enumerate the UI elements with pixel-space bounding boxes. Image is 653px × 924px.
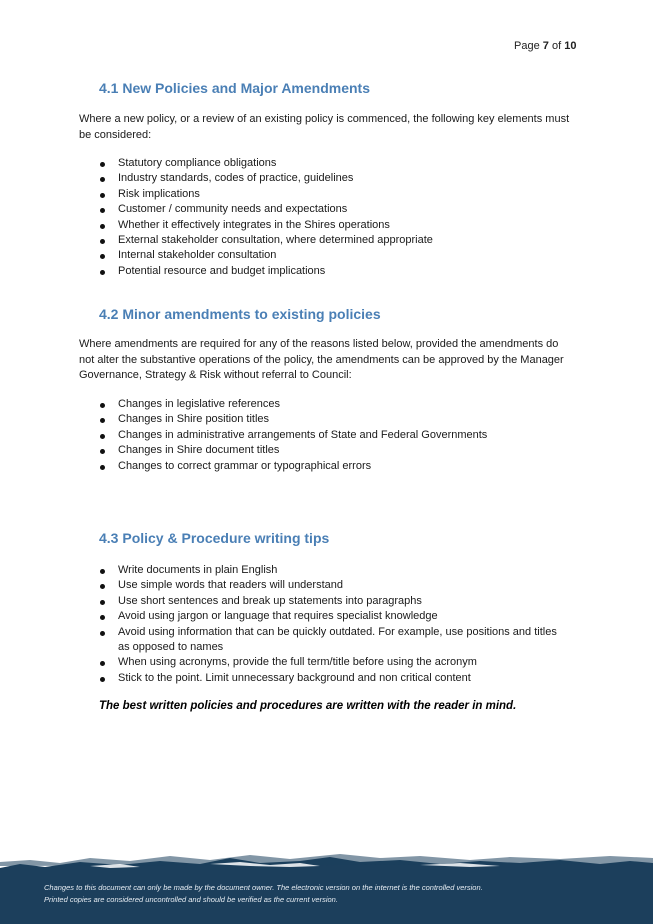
list-item: Changes in Shire position titles xyxy=(99,412,569,427)
list-item: When using acronyms, provide the full term/title before using the acronym xyxy=(99,655,569,670)
footer-line-2: Printed copies are considered uncontrolled and should be verified as the current version. xyxy=(44,894,338,904)
list-item: Customer / community needs and expectations xyxy=(99,202,569,217)
footer-line-1: Changes to this document can only be made by the document owner. The electronic version on the internet is the controlled version. xyxy=(44,883,483,892)
section-4-1-intro: Where a new policy, or a review of an existing policy is commenced, the following key elements must be considered: xyxy=(79,113,570,141)
list-item: Use simple words that readers will understand xyxy=(99,578,569,593)
list-item: Write documents in plain English xyxy=(99,563,569,578)
list-item: Avoid using information that can be quickly outdated. For example, use positions and titles as opposed to names xyxy=(99,625,569,656)
list-item: Industry standards, codes of practice, guidelines xyxy=(99,171,569,186)
page-total: 10 xyxy=(564,40,577,52)
section-4-2-list xyxy=(99,397,569,474)
section-4-1-heading: 4.1 New Policies and Major Amendments xyxy=(99,80,371,96)
list-item: Avoid using jargon or language that requires specialist knowledge xyxy=(99,609,569,624)
list-item: Changes to correct grammar or typographical errors xyxy=(99,459,569,474)
closing-statement: The best written policies and procedures are written with the reader in mind. xyxy=(99,700,517,712)
list-item: External stakeholder consultation, where determined appropriate xyxy=(99,233,569,248)
list-item: Changes in administrative arrangements of State and Federal Governments xyxy=(99,428,569,443)
footer-disclaimer xyxy=(44,882,604,905)
list-item: Statutory compliance obligations xyxy=(99,156,569,171)
section-4-1-list xyxy=(99,156,569,279)
page-label: Page xyxy=(514,40,540,52)
list-item: Whether it effectively integrates in the Shires operations xyxy=(99,218,569,233)
page-of: of xyxy=(551,40,562,52)
page-current: 7 xyxy=(542,40,549,52)
page-footer xyxy=(0,852,653,924)
list-item: Internal stakeholder consultation xyxy=(99,248,569,263)
section-4-2-heading: 4.2 Minor amendments to existing policies xyxy=(99,306,381,322)
list-item: Potential resource and budget implications xyxy=(99,264,569,279)
list-item: Changes in Shire document titles xyxy=(99,443,569,458)
section-4-3-heading: 4.3 Policy & Procedure writing tips xyxy=(99,530,330,546)
page-number xyxy=(514,40,576,52)
section-4-2-intro: Where amendments are required for any of the reasons listed below, provided the amendments do not alter the substantive operations of the policy, the amendments can be approved by the Manager Governance, Strategy & Risk without referral to Council: xyxy=(79,338,564,381)
list-item: Stick to the point. Limit unnecessary background and non critical content xyxy=(99,671,569,686)
list-item: Changes in legislative references xyxy=(99,397,569,412)
section-4-3-list xyxy=(99,563,569,686)
list-item: Risk implications xyxy=(99,187,569,202)
list-item: Use short sentences and break up statements into paragraphs xyxy=(99,594,569,609)
